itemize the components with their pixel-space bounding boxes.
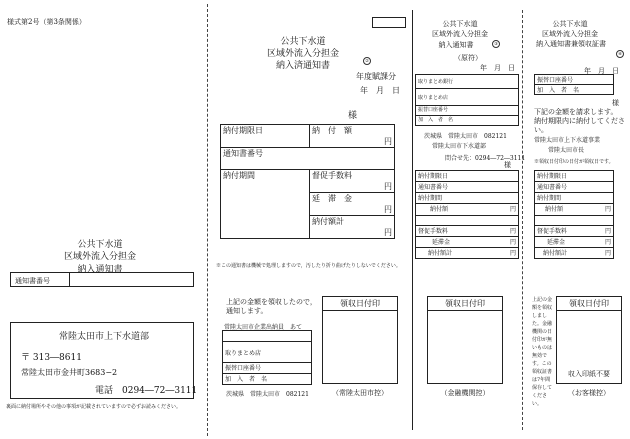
yen-unit: 円 [384, 205, 392, 214]
r2-row-notice: 通知書番号 [535, 182, 614, 193]
bank-label: 取りまとめ銀行 [416, 75, 519, 89]
mid-receipt-stamp-box [322, 296, 398, 384]
r2-side-note: 上記の金額を領収しました。金融機関の日付印が無いものは無効です。この領収証書は7年間保存してください。 [532, 297, 553, 407]
mid-payment-table [220, 124, 395, 239]
fiscal-year-label: 年度賦課分 [356, 72, 396, 81]
bank-label: 取りまとめ店 [223, 342, 312, 363]
r2-row-late [535, 237, 614, 248]
copy-number-badge: ② [363, 57, 371, 65]
r2-account-table [534, 74, 614, 95]
r1-row-late [416, 237, 519, 248]
mid-title-line2: 区域外流入分担金 [266, 49, 339, 59]
yen-unit: 円 [509, 228, 516, 235]
amount-label: 納 付 額 [312, 126, 352, 135]
r1-title-line1: 公共下水道 [442, 20, 478, 28]
r1-title-line2: 区域外流入分担金 [432, 30, 488, 38]
r2-copy-badge: ④ [616, 50, 624, 58]
account-label: 振替口座番号 [535, 75, 614, 85]
r1-stamp-caption: （金融機関控） [440, 389, 490, 397]
receipt-request-line2: 通知します。 [226, 307, 268, 315]
bank-row [223, 331, 312, 342]
total-cell [310, 216, 395, 239]
r1-row-period: 納付期間 [416, 193, 519, 204]
r1-department: 常陸太田市下水道部 [432, 143, 487, 150]
notice-number-field [10, 272, 194, 287]
r1-row-notice: 通知書番号 [416, 182, 519, 193]
r2-row-spacer [535, 216, 614, 226]
r1-row-spacer [416, 216, 519, 226]
yen-unit: 円 [604, 206, 611, 213]
r2-message-1: 下記の金額を請求します。 [534, 108, 618, 116]
collector-address: 常陸太田市企業出納員 あて [224, 324, 303, 331]
sender-department: 常陸太田市上下水道部 [59, 332, 150, 342]
member-label: 加 入 者 名 [416, 116, 519, 126]
label: 延滞金 [547, 239, 566, 246]
sender-zip: 〒 313―8611 [21, 353, 82, 363]
r2-receipt-stamp-box [556, 296, 622, 384]
r2-row-period: 納付期間 [535, 193, 614, 204]
amount-cell [310, 125, 395, 148]
r2-row-due: 納付期限日 [535, 171, 614, 182]
r2-message-2: 納付期限内に納付してくださ [534, 117, 625, 125]
yen-unit: 円 [384, 137, 392, 146]
sender-address-box [10, 322, 198, 399]
due-date-label: 納付期限日 [221, 125, 310, 148]
member-label: 加 入 者 名 [223, 374, 312, 385]
branch-label: 取りまとめ店 [416, 89, 519, 106]
mid-title-line3: 納入済通知書 [275, 61, 330, 71]
mid-stamp-caption: （常陸太田市控） [332, 389, 388, 397]
r1-honorific: 様 [504, 161, 511, 169]
r1-row-fee [416, 226, 519, 237]
label: 納付額計 [543, 250, 568, 257]
yen-unit: 円 [604, 239, 611, 246]
r2-message-4: 常陸太田市上下水道事業 [534, 137, 601, 144]
label: 延滞金 [432, 239, 451, 246]
r1-row-due: 納付期限日 [416, 171, 519, 182]
late-fee-label: 延 滞 金 [312, 194, 352, 203]
r1-row-total [416, 248, 519, 259]
r1-row-amount [416, 204, 519, 216]
r2-row-fee [535, 226, 614, 237]
sender-street: 常陸太田市金井町3683−2 [21, 368, 118, 377]
yen-unit: 円 [604, 228, 611, 235]
label: 納付額 [430, 206, 449, 213]
stamp-label: 領収日付印 [428, 297, 502, 311]
mid-city-code: 茨城県 常陸太田市 082121 [226, 391, 309, 398]
mid-honorific: 様 [348, 111, 358, 121]
member-label: 加 入 者 名 [535, 85, 614, 95]
sender-phone: 電話 0294―72―3111 [95, 386, 198, 396]
r2-date: 年 月 日 [584, 67, 619, 75]
perforation-line [522, 10, 523, 430]
r1-inquiry: 問合せ先：0294―72―3111 [445, 155, 526, 162]
r1-payment-table [415, 170, 519, 259]
notice-number-label: 通知書番号 [221, 148, 395, 170]
mid-date: 年 月 日 [360, 86, 400, 95]
yen-unit: 円 [384, 228, 392, 237]
fee-cell [310, 170, 395, 193]
r2-row-total [535, 248, 614, 259]
label: 督促手数料 [537, 228, 568, 235]
yen-unit: 円 [604, 250, 611, 257]
stamp-label: 領収日付印 [557, 297, 621, 311]
stamp-label: 領収日付印 [323, 297, 397, 311]
yen-unit: 円 [509, 206, 516, 213]
label: 納付額計 [428, 250, 453, 257]
label: 督促手数料 [418, 228, 449, 235]
r1-receipt-stamp-box [427, 296, 503, 384]
yen-unit: 円 [509, 250, 516, 257]
period-label: 納付期間 [221, 170, 310, 239]
mid-title-line1: 公共下水道 [280, 37, 326, 47]
machine-note: ※この通知書は機械で処理しますので，汚したり折り曲げたりしないでください。 [216, 263, 401, 269]
r2-row-amount [535, 204, 614, 216]
r2-payment-table [534, 170, 614, 259]
r2-title-line3: 納入通知書兼領収証書 [536, 40, 606, 48]
label: 納付額 [545, 206, 564, 213]
r1-bank-table [415, 74, 519, 126]
mid-bank-table [222, 330, 312, 385]
r1-original-label: （原符） [454, 54, 482, 62]
notice-number-label: 通知書番号 [15, 277, 50, 285]
r1-city-code: 茨城県 常陸太田市 082121 [424, 133, 507, 140]
left-footnote: 裏面に納付場所やその他の事項が記載されていますので必ずお読みください。 [6, 404, 182, 410]
revenue-stamp-note: 収入印紙不要 [568, 370, 610, 378]
receipt-request-line1: 上記の金額を領収したので， [226, 298, 317, 306]
left-title-line1: 公共下水道 [77, 240, 123, 250]
total-label: 納付額計 [312, 217, 344, 226]
perforation-line [207, 4, 208, 436]
late-fee-cell [310, 193, 395, 216]
r1-date: 年 月 日 [480, 64, 515, 72]
r2-honorific: 様 [612, 99, 619, 107]
yen-unit: 円 [509, 239, 516, 246]
yen-unit: 円 [384, 182, 392, 191]
r2-title-line2: 区域外流入分担金 [542, 30, 598, 38]
divider-line [412, 10, 413, 430]
reference-box [372, 17, 406, 28]
r2-message-5: 常陸太田市長 [548, 147, 585, 154]
r2-message-3: い。 [534, 126, 548, 134]
account-label: 振替口座番号 [223, 363, 312, 374]
r2-title-line1: 公共下水道 [552, 20, 588, 28]
fee-label: 督促手数料 [312, 171, 352, 180]
r2-tiny-note: ※領収日付印の日付が領収日です。 [534, 159, 614, 165]
account-label: 振替口座番号 [416, 106, 519, 116]
r2-stamp-caption: （お客様控） [568, 389, 610, 397]
r1-title-line3: 納入通知書 [438, 41, 474, 49]
form-label: 様式第2号（第3条関係） [7, 18, 86, 26]
left-title-line2: 区域外流入分担金 [63, 252, 136, 262]
r1-copy-badge: ③ [492, 40, 500, 48]
left-title-line3: 納入通知書 [77, 265, 123, 275]
